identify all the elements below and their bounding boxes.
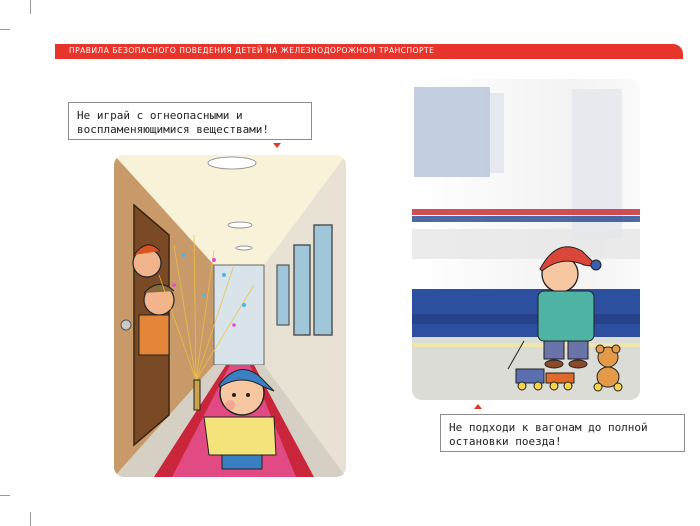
caption-line: Не подходи к вагонам до полной (449, 421, 648, 434)
crop-mark (0, 495, 10, 496)
illustration-corridor-sparkler (114, 155, 346, 477)
caption-line: воспламеняющимися веществами! (77, 123, 270, 136)
caption-pointer-icon (474, 404, 482, 409)
caption-line: остановки поезда! (449, 435, 562, 448)
crop-mark (30, 0, 31, 14)
page-title: ПРАВИЛА БЕЗОПАСНОГО ПОВЕДЕНИЯ ДЕТЕЙ НА ЖЕЛЕЗНОДОРОЖНОМ ТРАНСПОРТЕ (69, 46, 435, 55)
illustration-train-platform (412, 79, 640, 400)
caption-line: Не играй с огнеопасными и (77, 109, 243, 122)
caption-train-safety (440, 414, 685, 452)
caption-pointer-icon (273, 143, 281, 148)
header-bar (55, 44, 683, 59)
crop-mark (30, 512, 31, 526)
crop-mark (0, 29, 10, 30)
caption-fire-safety (68, 102, 312, 140)
